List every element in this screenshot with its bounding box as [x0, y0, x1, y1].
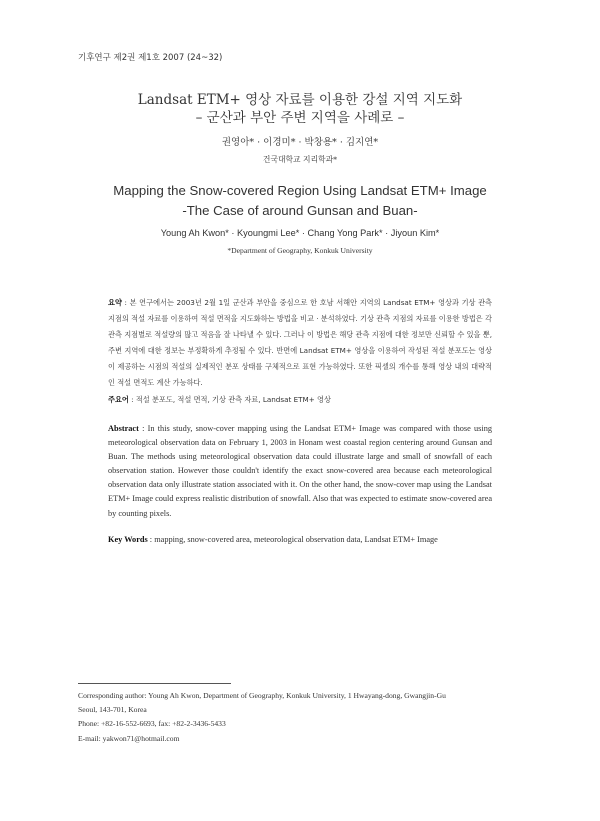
english-title-line1: Mapping the Snow-covered Region Using Landsat ETM+ Image — [113, 183, 487, 198]
korean-abstract-label: 요약 — [108, 298, 122, 307]
korean-keywords-text: : 적설 분포도, 적설 면적, 기상 관측 자료, Landsat ETM+ 영상 — [128, 395, 331, 404]
corresponding-author-footnote — [78, 689, 528, 746]
english-authors: Young Ah Kwon* · Kyoungmi Lee* · Chang Yong Park* · Jiyoun Kim* — [160, 228, 440, 238]
english-abstract-text: : In this study, snow-cover mapping using the Landsat ETM+ Image was compared with those using meteorological observation data on February 1, 2003 in Honam west coastal region centering around Gunsan and Buan. The methods using meteorological observation data could illustrate large and small of snowfall of each observation station. However those couldn't identify the exact snow-covered area because each meteorological observation data only illustrate station associated with it. On the other hand, the snow-cover map using the Landsat ETM+ Image could express realistic distribution of snowfall. Also that was expected to estimate snow-covered area by counting pixels. — [108, 424, 492, 518]
korean-affiliation: 건국대학교 지리학과* — [262, 155, 338, 164]
english-abstract-label: Abstract — [108, 424, 139, 433]
korean-title-line1: Landsat ETM+ 영상 자료를 이용한 강설 지역 지도화 — [137, 92, 463, 108]
footnote-line: Corresponding author: Young Ah Kwon, Department of Geography, Konkuk University, 1 Hwayang-dong, Gwangjin-Gu — [78, 691, 446, 700]
korean-keywords — [108, 395, 492, 405]
english-keywords-text: : mapping, snow-covered area, meteorological observation data, Landsat ETM+ Image — [147, 535, 438, 544]
footnote-line: Seoul, 143-701, Korea — [78, 705, 147, 715]
footnote-line: Phone: +82-16-552-6693, fax: +82-2-3436-5433 — [78, 719, 226, 729]
korean-abstract — [108, 295, 492, 391]
english-title-line2: -The Case of around Gunsan and Buan- — [182, 203, 418, 218]
footnote-divider — [78, 683, 231, 684]
english-abstract — [108, 422, 492, 521]
korean-abstract-text: : 본 연구에서는 2003년 2월 1일 군산과 부안을 중심으로 한 호남 서해안 지역의 Landsat ETM+ 영상과 기상 관측 지점의 적설 자료를 이용하여 적설 면적을 지도화하는 방법을 비교 · 분석하였다. 기상 관측 지점의 자료를 이용한 방법은 각 관측 지점별로 적설량의 많고 적음을 잘 나타낼 수 있다. 그러나 이 방법은 해당 관측 지점에 대한 정보만 신뢰할 수 있을 뿐, 주변 지역에 대한 정보는 부정확하게 추정될 수 있다. 반면에 Landsat ETM+ 영상을 이용하여 작성된 적설 분포도는 영상이 제공하는 시점의 적설의 실제적인 분포 상태를 구체적으로 표현 가능하였다. 또한 픽셀의 개수를 통해 영상 내의 대략적인 적설 면적도 계산 가능하다. — [108, 298, 492, 387]
korean-title-line2: – 군산과 부안 주변 지역을 사례로 – — [195, 110, 405, 126]
footnote-email: E-mail: yakwon71@hotmail.com — [78, 733, 180, 743]
journal-header: 기후연구 제2권 제1호 2007 (24~32) — [78, 53, 223, 63]
english-keywords-label: Key Words — [108, 535, 148, 544]
english-affiliation: *Department of Geography, Konkuk University — [227, 246, 373, 255]
korean-keywords-label: 주요어 — [108, 395, 129, 404]
english-keywords — [108, 535, 492, 544]
korean-authors: 권영아* · 이경미* · 박창용* · 김지연* — [221, 137, 379, 148]
